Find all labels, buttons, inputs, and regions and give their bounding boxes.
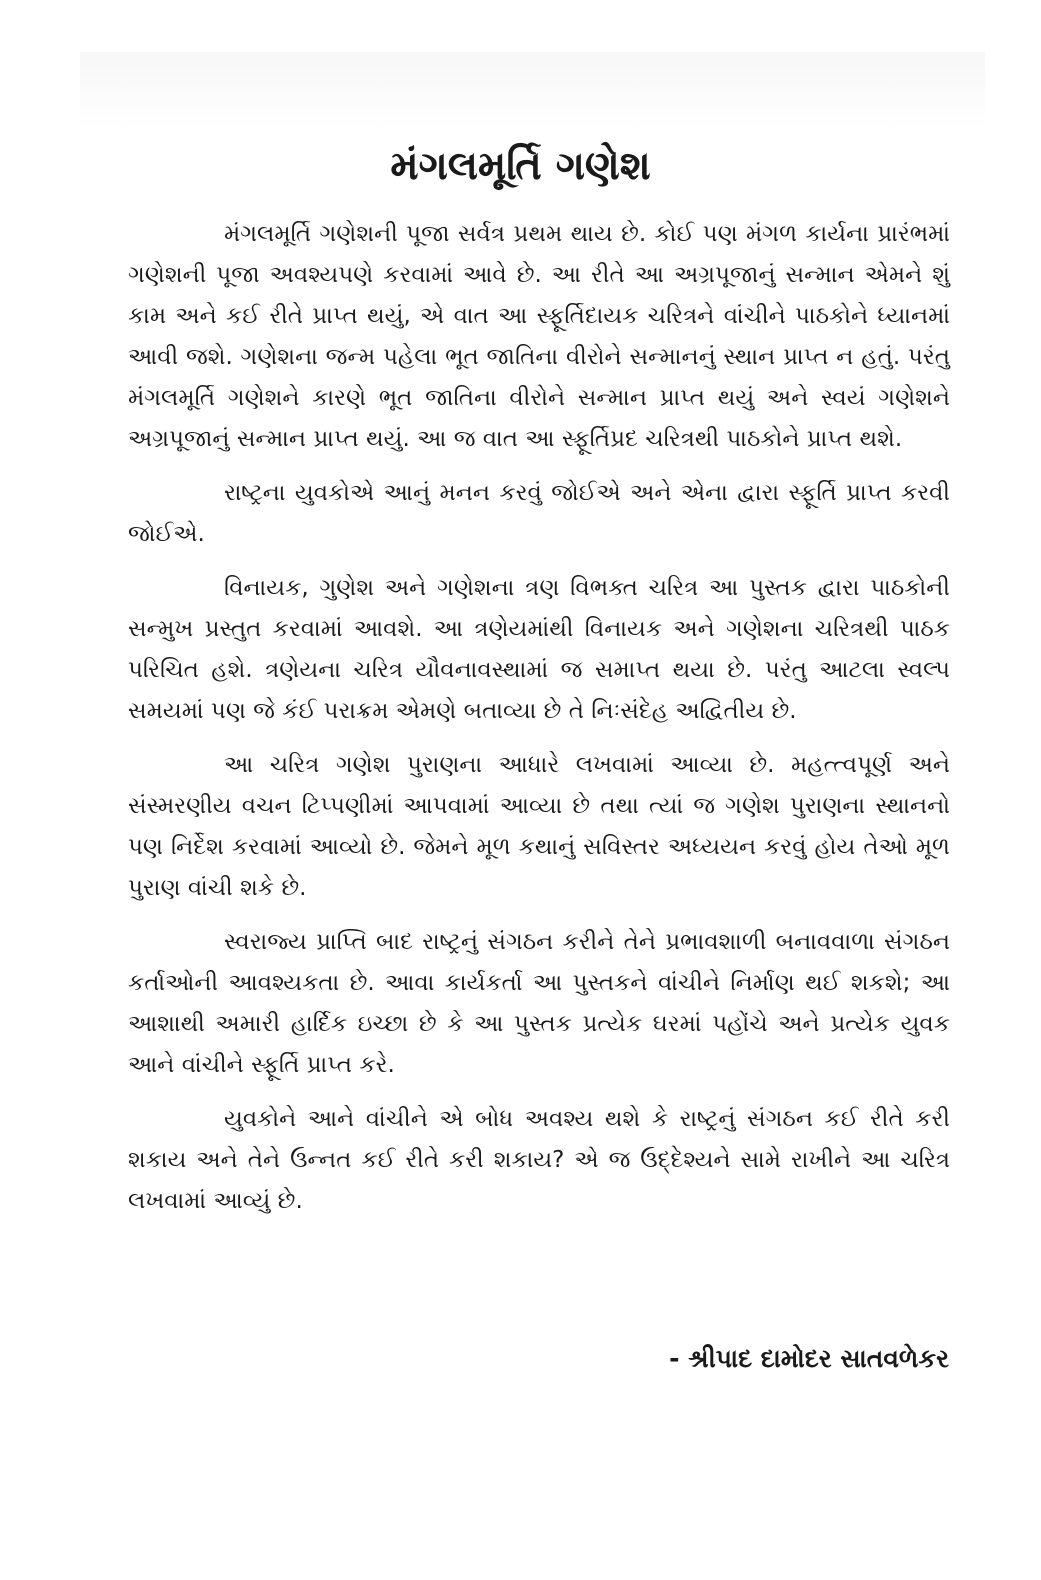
paragraph: યુવકોને આને વાંચીને એ બોધ અવશ્ય થશે કે રાષ્ટ્રનું સંગઠન કઈ રીતે કરી શકાય અને તેને ઉન્નત કઈ રીતે કરી શકાય? એ જ ઉદ્દેશ્યને સામે રાખીને આ ચરિત્ર લખવામાં આવ્યું છે. [128, 1106, 950, 1214]
scan-shade [80, 52, 985, 130]
paragraph: વિનાયક, ગુણેશ અને ગણેશના ત્રણ વિભક્ત ચરિત્ર આ પુસ્તક દ્વારા પાઠકોની સન્મુખ પ્રસ્તુત કરવામાં આવશે. આ ત્રણેયમાંથી વિનાયક અને ગણેશના ચરિત્રથી પાઠક પરિચિત હશે. ત્રણેયના ચરિત્ર યૌવનાવસ્થામાં જ સમાપ્ત થયા છે. પરંતુ આટલા સ્વલ્પ સમયમાં પણ જે કંઈ પરાક્રમ એમણે બતાવ્યા છે તે નિઃસંદેહ અદ્વિતીય છે. [128, 575, 950, 724]
preface-body [128, 214, 950, 1235]
author-signature: - શ્રીપાદ દામોદર સાતવળેકર [669, 1344, 949, 1373]
page-title: મંગલમૂર્તિ ગણેશ [390, 143, 651, 189]
paragraph: સ્વરાજ્ય પ્રાપ્તિ બાદ રાષ્ટ્રનું સંગઠન કરીને તેને પ્રભાવશાળી બનાવવાળા સંગઠન કર્તાઓની આવશ્યકતા છે. આવા કાર્યકર્તા આ પુસ્તકને વાંચીને નિર્માણ થઈ શકશે; આ આશાથી અમારી હાર્દિક ઇચ્છા છે કે આ પુસ્તક પ્રત્યેક ઘરમાં પહોંચે અને પ્રત્યેક યુવક આને વાંચીને સ્ફૂર્તિ પ્રાપ્ત કરે. [128, 929, 950, 1078]
paragraph: મંગલમૂર્તિ ગણેશની પૂજા સર્વત્ર પ્રથમ થાય છે. કોઈ પણ મંગળ કાર્યના પ્રારંભમાં ગણેશની પૂજા અવશ્યપણે કરવામાં આવે છે. આ રીતે આ અગ્રપૂજાનું સન્માન એમને શું કામ અને કઈ રીતે પ્રાપ્ત થયું, એ વાત આ સ્ફૂર્તિદાયક ચરિત્રને વાંચીને પાઠકોને ધ્યાનમાં આવી જશે. ગણેશના જન્મ પહેલા ભૂત જાતિના વીરોને સન્માનનું સ્થાન પ્રાપ્ત ન હતું. પરંતુ મંગલમૂર્તિ ગણેશને કારણે ભૂત જાતિના વીરોને સન્માન પ્રાપ્ત થયું અને સ્વયં ગણેશને અગ્રપૂજાનું સન્માન પ્રાપ્ત થયું. આ જ વાત આ સ્ફૂર્તિપ્રદ ચરિત્રથી પાઠકોને પ્રાપ્ત થશે. [128, 221, 950, 452]
paragraph: આ ચરિત્ર ગણેશ પુરાણના આધારે લખવામાં આવ્યા છે. મહત્ત્વપૂર્ણ અને સંસ્મરણીય વચન ટિપ્પણીમાં આપવામાં આવ્યા છે તથા ત્યાં જ ગણેશ પુરાણના સ્થાનનો પણ નિર્દેશ કરવામાં આવ્યો છે. જેમને મૂળ કથાનું સવિસ્તર અધ્યયન કરવું હોય તેઓ મૂળ પુરાણ વાંચી શકે છે. [128, 752, 950, 901]
paragraph: રાષ્ટ્રના યુવકોએ આનું મનન કરવું જોઈએ અને એના દ્વારા સ્ફૂર્તિ પ્રાપ્ત કરવી જોઈએ. [128, 480, 950, 547]
